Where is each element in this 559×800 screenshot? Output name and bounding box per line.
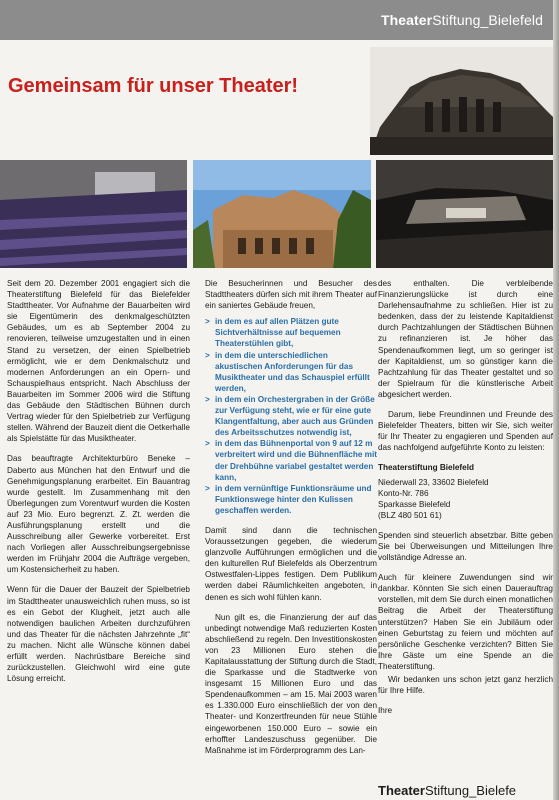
paragraph: Nun gilt es, die Finanzierung der auf das unbedingt notwendige Maß reduzierten Kosten abschließend zu regeln. Den Investitionskosten von 23 Millionen Euro stehen die Kapitalausstattung der Stiftung durch die Stadt, die Sparkasse und die Stadtwerke von insgesamt 15 Millionen Euro und das Spendenaufkommen – am 15. Mai 2003 waren es 1.330.000 Euro einschließlich der von den Theater- und Konzertfreunden für neue Stühle eingeworbenen 150.000 Euro – sowie ein erhoffter Landeszuschuss gegenüber. Die Maßnahme ist im Förderprogramm des Lan- bbox=[205, 612, 377, 755]
closing: Ihre bbox=[378, 706, 393, 716]
brand-logo-rest: Stiftung_Bielefeld bbox=[432, 12, 543, 28]
text-column-1 bbox=[7, 278, 190, 693]
page-headline: Gemeinsam für unser Theater! bbox=[8, 75, 299, 97]
footer-brand-bold: Theater bbox=[378, 783, 425, 798]
bank-name: Sparkasse Bielefeld bbox=[378, 499, 451, 509]
account-number: Konto-Nr. 786 bbox=[378, 488, 429, 498]
theater-building-exterior-photo bbox=[193, 160, 371, 268]
bank-account-block bbox=[378, 462, 553, 520]
list-item: > in dem ein Orchestergraben in der Größe zur Verfügung steht, wie er für eine gute Klangentfaltung, aber auch aus Gründen des Arbeitsschutzes notwendig ist, bbox=[205, 394, 377, 438]
list-item: > in dem vernünftige Funktionsräume und Funktionswege hinter den Kulissen geschaffen werden. bbox=[205, 483, 377, 516]
paragraph: Die Besucherinnen und Besucher des Stadttheaters dürfen sich mit ihrem Theater auf ein saniertes Gebäude freuen, bbox=[205, 279, 377, 311]
text-column-2 bbox=[205, 278, 377, 765]
brand-logo-bold: Theater bbox=[380, 12, 433, 28]
footer-brand-rest: Stiftung_Bielefe bbox=[424, 783, 517, 798]
paragraph: Auch für kleinere Zuwendungen sind wir dankbar. Könnten Sie sich einen Dauerauftrag vorstellen, mit dem Sie durch einen monatlichen Beitrag die Arbeit der Theaterstiftung unterstützen? Haben Sie ein Jubiläum oder einen Geburtstag zu feiern und möchten auf persönliche Geschenke verzichten? Bitten Sie Ihre Gäste um eine Spende an die Theaterstiftung. bbox=[378, 573, 553, 671]
paragraph: Wenn für die Dauer der Bauzeit der Spielbetrieb im Stadttheater unausweichlich ruhen muss, so ist es ein Gebot der Klugheit, jetzt auch alle notwendigen baulichen Arbeiten durchzuführen und das Theater für die nächsten Jahrzehnte „fit“ zu machen. Nicht alle Wünsche können dabei erfüllt werden. Nachrüstbare Bereiche sind zurückzustellen. Gleichwohl wird eine gute Lösung erreicht. bbox=[7, 585, 190, 684]
paragraph: des enthalten. Die verbleibende Finanzierungslücke ist durch eine Darlehensaufnahme zu schließen. Hier ist zu bedenken, dass der zu leistende Kapitaldienst durch Pachtzahlungen der Städtischen Bühnen zu refinanzieren ist. Je höher das Spendenaufkommen liegt, um so geringer ist der Kapitaldienst, um so günstiger kann die Pachtzahlung für das Theater gestaltet und so der Spielraum für die künstlerische Arbeit abgesichert werden. bbox=[378, 279, 553, 399]
brand-logo bbox=[381, 12, 543, 28]
list-item: > in dem die unterschiedlichen akustischen Anforderungen für das Musiktheater und das Schauspiel erfüllt werden, bbox=[205, 350, 377, 394]
bank-code: (BLZ 480 501 61) bbox=[378, 510, 442, 520]
improvement-list bbox=[205, 316, 377, 516]
text-column-3 bbox=[378, 278, 553, 725]
list-item: > in dem es auf allen Plätzen gute Sichtverhältnisse auf bequemen Theaterstühlen gibt, bbox=[205, 316, 377, 349]
paragraph: Seit dem 20. Dezember 2001 engagiert sich die Theaterstiftung Bielefeld für das Bielefelder Stadttheater. Vor Aufnahme der Bauarbeiten wird sie Eigentümerin des denkmalgeschützten Gebäudes, um es ab September 2004 zu renovieren, teilweise umzugestalten und in einen Stand zu versetzen, der einen Spielbetrieb ermöglicht, wie er dem Denkmalschutz und modernen Anforderungen an ein Opern- und Schauspielhaus entspricht. Nach Abschluss der Bauarbeiten im Sommer 2006 wird die Stiftung das Gebäude den Städtischen Bühnen durch Vertrag wieder für den Spielbetrieb zur Verfügung stellen. Während der Bauzeit dient die Oetkerhalle als Spielstätte für das Musiktheater. bbox=[7, 279, 190, 444]
account-holder: Theaterstiftung Bielefeld bbox=[378, 463, 474, 473]
theater-roof-facade-photo bbox=[370, 47, 553, 155]
footer-brand-logo bbox=[378, 783, 516, 798]
paragraph: Wir bedanken uns schon jetzt ganz herzlich für Ihre Hilfe. bbox=[378, 675, 553, 696]
list-item: > in dem das Bühnenportal von 9 auf 12 m verbreitert wird und die Bühnenfläche mit der Drehbühne variabel gestaltet werden kann, bbox=[205, 438, 377, 482]
paragraph: Damit sind dann die technischen Voraussetzungen gegeben, die wiederum glanzvolle Aufführungen ermöglichen und die den kulturellen Ruf Bielefelds als Oberzentrum Ostwestfalen-Lippes festigen. Dem Publikum werden dabei Räumlichkeiten angeboten, in denen es sich wohl fühlen kann. bbox=[205, 525, 377, 602]
street-address: Niederwall 23, 33602 Bielefeld bbox=[378, 477, 489, 487]
paragraph: Darum, liebe Freundinnen und Freunde des Bielefelder Theaters, bitten wir Sie, sich weiter für Ihr Theater zu engagieren und Spenden auf das nachfolgend aufgeführte Konto zu leisten: bbox=[378, 410, 553, 453]
header-bar bbox=[0, 0, 559, 40]
paragraph: Spenden sind steuerlich absetzbar. Bitte geben Sie bei Überweisungen und Mitteilungen Ihre vollständige Adresse an. bbox=[378, 530, 553, 563]
auditorium-seats-photo bbox=[0, 160, 187, 268]
stage-interior-photo bbox=[376, 160, 553, 268]
paragraph: Das beauftragte Architekturbüro Beneke – Daberto aus München hat den Entwurf und die Genehmigungsplanung erarbeitet. Ein Bauantrag wurde gestellt. Im Zusammenhang mit den Überlegungen zum Vorentwurf wurden die Kosten auf 23 Mio. Euro begrenzt. Z. Zt. werden die Ausführungsplanung erstellt und die Ausschreibung aller Gewerke vorbereitet. Erst nach Vorliegen aller Ausschreibungsergebnisse werden im Frühjahr 2004 die Aufträge vergeben, um Kostensicherheit zu haben. bbox=[7, 454, 190, 575]
page-edge bbox=[553, 0, 559, 800]
